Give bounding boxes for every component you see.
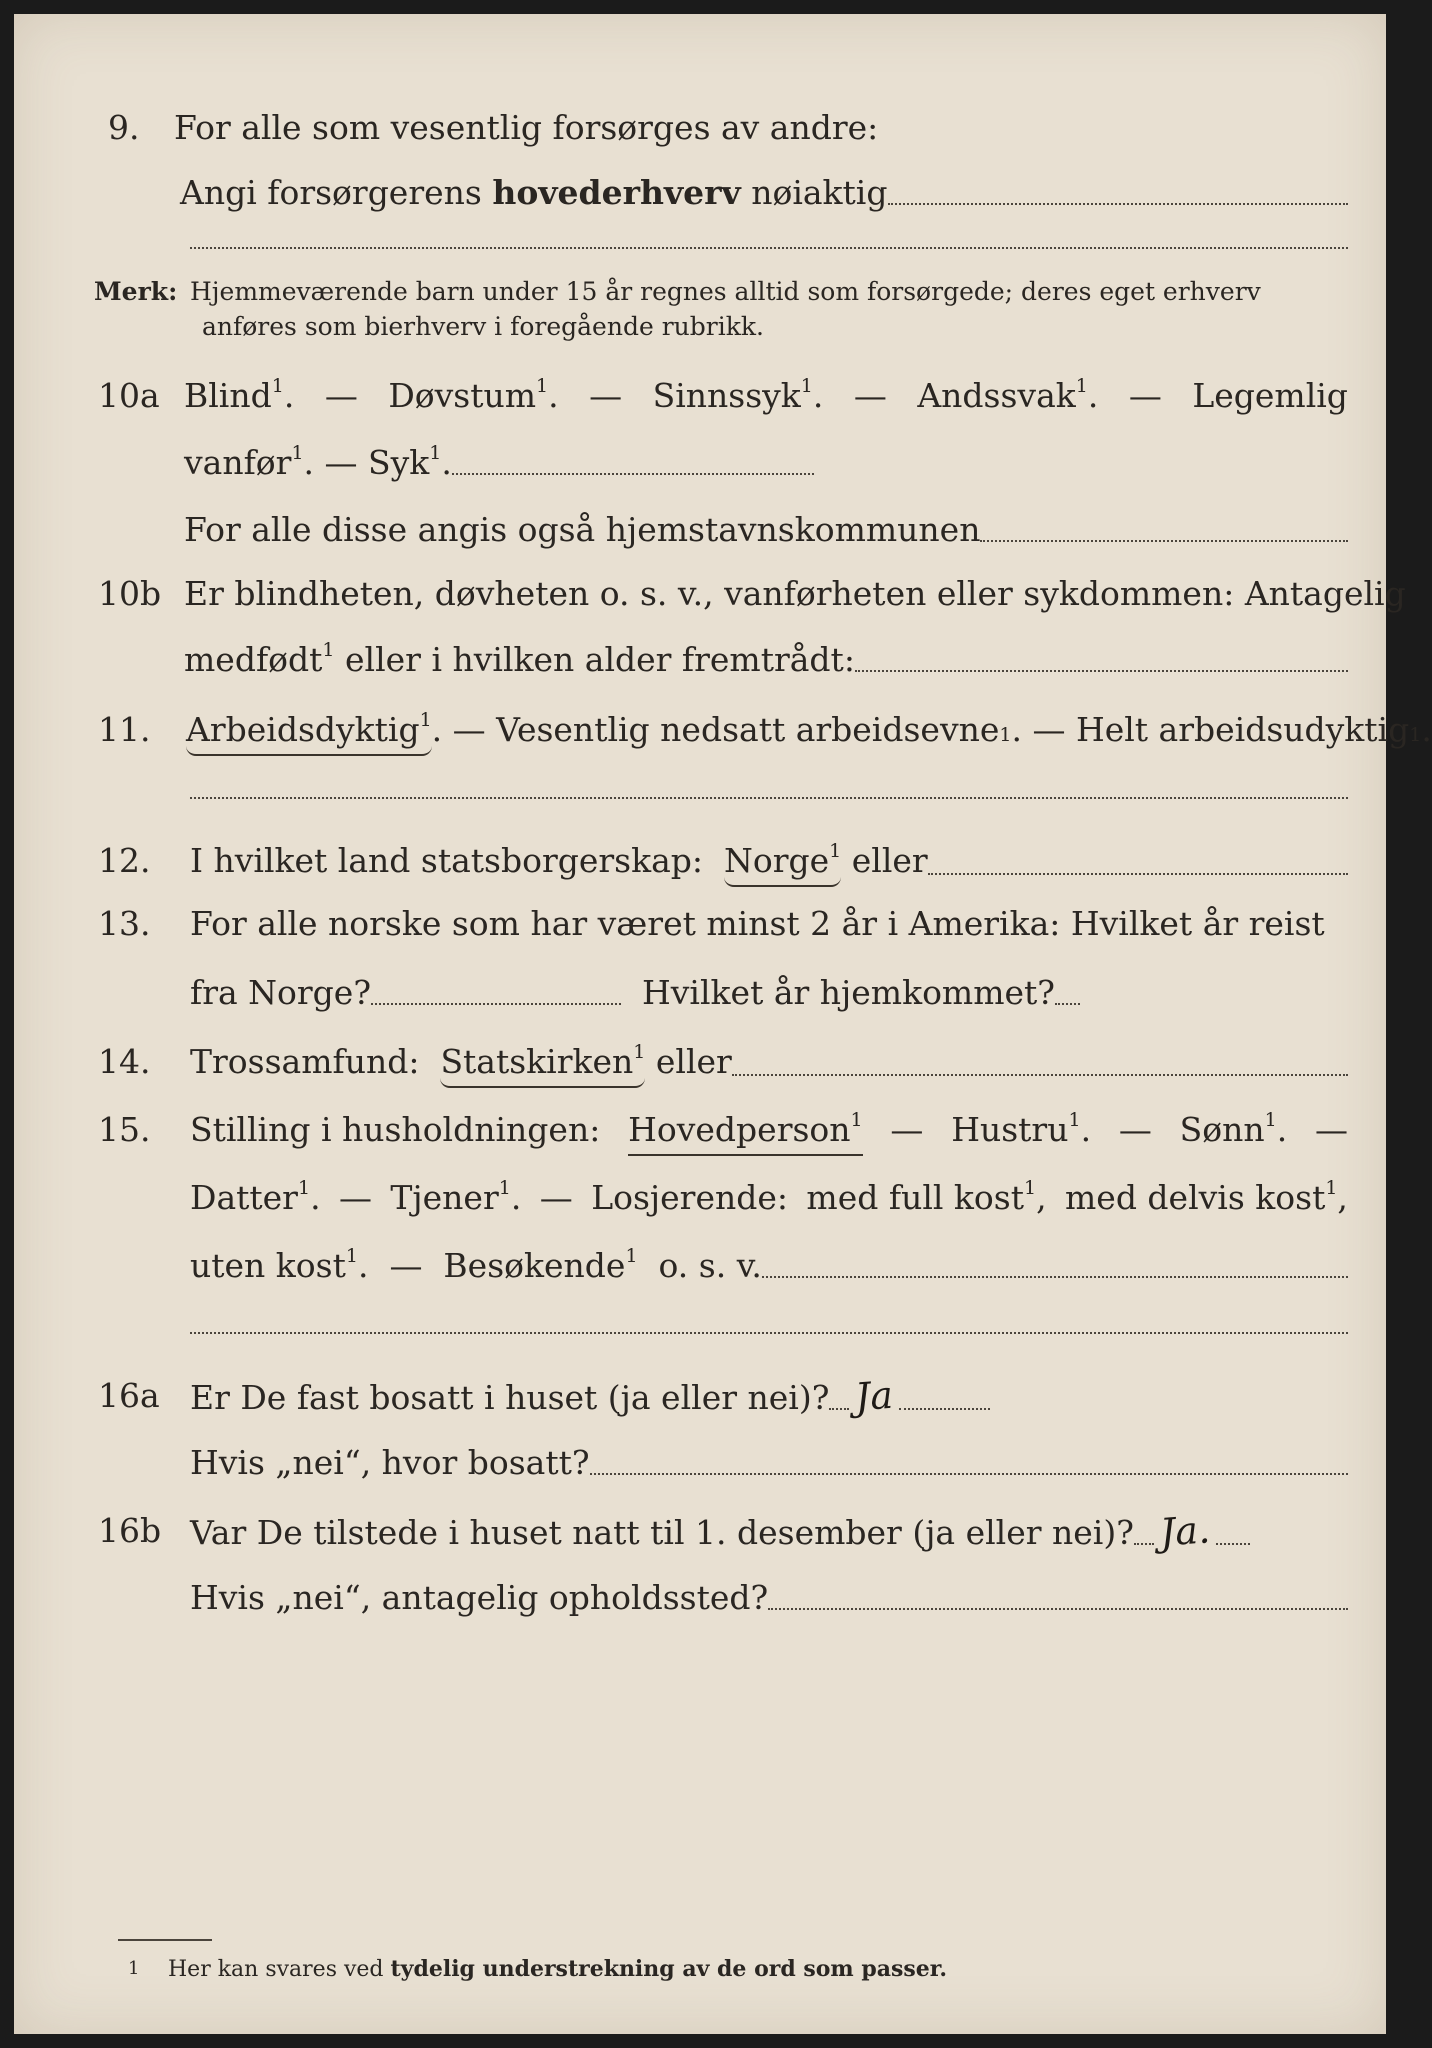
q16a-answer-field[interactable] — [899, 1407, 990, 1410]
option-sonn[interactable]: Sønn$^1$. — [1179, 1109, 1288, 1149]
q12-eller: eller — [851, 841, 928, 880]
q15-row-1 — [14, 1106, 1386, 1154]
q11-number: 11. — [98, 710, 151, 749]
option-legemlig[interactable]: Legemlig — [1192, 376, 1348, 415]
q16b-prompt: Var De tilstede i huset natt til 1. desember (ja eller nei)? — [190, 1513, 1134, 1552]
merk-line-2: anføres som bierhverv i foregående rubrikk. — [202, 312, 764, 341]
q16a-handwritten-answer[interactable]: Ja — [853, 1372, 895, 1420]
dash: — — [338, 1178, 372, 1217]
q15-line-1 — [190, 1106, 1348, 1156]
q9-answer-row — [14, 169, 1386, 217]
q9-number: 9. — [108, 108, 140, 147]
option-sinnssyk[interactable]: Sinnssyk$^1$. — [652, 375, 824, 415]
q16b-answer-field[interactable] — [1216, 1542, 1250, 1545]
option-vanfor[interactable]: vanfør$^1$. — [184, 442, 315, 482]
q10a-options-2 — [184, 439, 814, 487]
q16a-field-lead — [829, 1407, 849, 1410]
dash: — — [589, 376, 623, 415]
footnote-rule — [118, 1939, 212, 1941]
q9-row — [14, 104, 1386, 152]
dash: — — [389, 1246, 423, 1285]
q10a-number: 10a — [98, 376, 160, 415]
merk-text-1 — [190, 274, 1261, 310]
q9-heading — [174, 104, 878, 152]
dash: — — [1118, 1110, 1152, 1149]
q16b-opholdssted-field[interactable] — [768, 1607, 1348, 1610]
q11-row — [14, 706, 1432, 754]
option-arbeidsudyktig[interactable]: . — Helt arbeidsudyktig — [1011, 710, 1410, 749]
q13-reist-field[interactable] — [371, 1002, 621, 1005]
q10b-line-1 — [184, 570, 1406, 618]
q10a-options-1 — [184, 372, 1348, 420]
q16a-prompt: Er De fast bosatt i huset (ja eller nei)? — [190, 1378, 830, 1417]
q9-prompt-b: hovederhverv — [492, 173, 741, 212]
q16a-line-2 — [190, 1439, 1348, 1487]
q12-line — [190, 837, 1348, 887]
q9-answer-field[interactable] — [888, 202, 1349, 205]
q15-line-2 — [190, 1174, 1348, 1222]
q10b-number: 10b — [98, 574, 162, 613]
q10b-prompt-1: Er blindheten, døvheten o. s. v., vanførheten eller sykdommen: Antagelig — [184, 574, 1406, 613]
q11-options: Arbeidsdyktig$^1$ . — Vesentlig nedsatt arbeidsevne 1 . — Helt arbeidsudyktig 1 . — [186, 706, 1432, 756]
q16b-handwritten-answer[interactable]: Ja. — [1158, 1507, 1212, 1555]
q10a-hjemstavn-prompt: For alle disse angis også hjemstavnskommunen — [184, 510, 981, 549]
q16b-line-1 — [190, 1507, 1250, 1557]
q14-number: 14. — [98, 1042, 151, 1081]
q10a-hjemstavn-line — [184, 506, 1348, 554]
q12-row — [14, 837, 1386, 885]
dash: — — [324, 376, 358, 415]
q15-number: 15. — [98, 1110, 151, 1149]
q9-prompt-a: Angi forsørgerens — [180, 173, 482, 212]
q12-prompt: I hvilket land statsborgerskap: — [190, 841, 704, 880]
merk-line-1: Hjemmeværende barn under 15 år regnes alltid som forsørgede; deres eget erhverv — [190, 277, 1261, 306]
option-losjerende[interactable]: Losjerende: — [591, 1178, 788, 1217]
q9-prompt-c: nøiaktig — [751, 173, 888, 212]
q14-row — [14, 1038, 1386, 1086]
q16a-hvor-field[interactable] — [590, 1472, 1348, 1475]
q10b-row-2 — [14, 636, 1386, 684]
option-tjener[interactable]: Tjener$^1$. — [390, 1177, 522, 1217]
option-norge-underlined[interactable]: Norge$^1$ — [724, 837, 841, 887]
q10b-alder-field[interactable] — [855, 669, 1348, 672]
footnote-mark: 1 — [128, 1958, 140, 1979]
dash: — — [890, 1110, 924, 1149]
q12-number: 12. — [98, 841, 151, 880]
q13-line-2 — [190, 969, 1080, 1017]
q10a-row-1 — [14, 372, 1386, 420]
option-andssvak[interactable]: Andssvak$^1$. — [917, 375, 1099, 415]
dash: — — [324, 443, 358, 482]
q14-eller: eller — [655, 1042, 732, 1081]
q16a-row-1 — [14, 1372, 1386, 1420]
merk-label: Merk: — [94, 277, 178, 306]
q13-number: 13. — [98, 904, 151, 943]
q10b-prompt-2: eller i hvilken alder fremtrådt: — [345, 640, 855, 679]
q16b-opholdssted-prompt: Hvis „nei“, antagelig opholdssted? — [190, 1578, 769, 1617]
option-delvis-kost[interactable]: med delvis kost$^1$, — [1065, 1177, 1348, 1217]
q15-osv: o. s. v. — [658, 1246, 762, 1285]
option-dovstum[interactable]: Døvstum$^1$. — [388, 375, 559, 415]
q13-line-1 — [190, 900, 1325, 948]
q13-row-2 — [14, 969, 1386, 1017]
option-arbeidsdyktig-underlined[interactable]: Arbeidsdyktig$^1$ — [186, 706, 432, 756]
q12-land-field[interactable] — [928, 872, 1348, 875]
footnote — [128, 1954, 948, 1985]
q14-prompt: Trossamfund: — [190, 1042, 420, 1081]
census-form-page — [14, 14, 1432, 2034]
q11-answer-field[interactable] — [190, 796, 1348, 799]
q15-line-3 — [190, 1242, 1348, 1290]
option-uten-kost[interactable]: uten kost$^1$. — [190, 1245, 369, 1285]
q16a-row-2 — [14, 1439, 1386, 1487]
option-besokende[interactable]: Besøkende$^1$ — [443, 1245, 638, 1285]
q10b-line-2 — [184, 636, 1348, 684]
dash: — — [1128, 376, 1162, 415]
q13-reist-prompt: fra Norge? — [190, 973, 372, 1012]
q10a-hjemstavn-field[interactable] — [980, 539, 1348, 542]
q16a-hvor-prompt: Hvis „nei“, hvor bosatt? — [190, 1443, 590, 1482]
option-datter[interactable]: Datter$^1$. — [190, 1177, 321, 1217]
q13-row-1 — [14, 900, 1386, 948]
dash: — — [853, 376, 887, 415]
footnote-text-a: Her kan svares ved — [168, 1957, 384, 1982]
q13-hjemkommet-prompt: Hvilket år hjemkommet? — [642, 973, 1055, 1012]
q10a-row-3 — [14, 506, 1386, 554]
q10a-syk-field[interactable] — [452, 472, 814, 475]
q16b-line-2 — [190, 1574, 1348, 1622]
q14-trossamfund-field[interactable] — [732, 1073, 1348, 1076]
option-full-kost[interactable]: med full kost$^1$, — [806, 1177, 1047, 1217]
option-statskirken-underlined[interactable]: Statskirken$^1$ — [440, 1038, 645, 1088]
q10a-row-2 — [14, 439, 1386, 487]
option-hovedperson-underlined[interactable]: Hovedperson$^1$ — [628, 1106, 863, 1156]
option-hustru[interactable]: Hustru$^1$. — [951, 1109, 1092, 1149]
q16b-row-2 — [14, 1574, 1386, 1622]
q16a-number: 16a — [98, 1376, 160, 1415]
dash: — — [539, 1178, 573, 1217]
q15-row-3 — [14, 1242, 1386, 1290]
q10b-row-1 — [14, 570, 1406, 618]
q9-answer-field-2[interactable] — [190, 246, 1348, 249]
option-medfodt[interactable]: medfødt$^1$ — [184, 639, 335, 679]
q9-answer-line — [180, 169, 1348, 217]
q15-answer-field-2[interactable] — [190, 1331, 1348, 1334]
q15-prompt: Stilling i husholdningen: — [190, 1110, 601, 1149]
q16b-field-lead — [1134, 1542, 1154, 1545]
q13-prompt-1: For alle norske som har været minst 2 år i Amerika: Hvilket år reist — [190, 904, 1325, 943]
q13-hjemkommet-field[interactable] — [1055, 1002, 1080, 1005]
merk-text-2 — [202, 309, 764, 345]
merk-row-2 — [14, 309, 1386, 357]
option-syk[interactable]: Syk$^1$. — [368, 442, 452, 482]
q14-line — [190, 1038, 1348, 1088]
q9-heading-text: For alle som vesentlig forsørges av andre: — [174, 108, 879, 147]
q16b-number: 16b — [98, 1511, 162, 1550]
q15-row-2 — [14, 1174, 1386, 1222]
q16a-line-1 — [190, 1372, 990, 1422]
option-nedsatt-arbeidsevne[interactable]: . — Vesentlig nedsatt arbeidsevne — [431, 710, 1000, 749]
q16b-row-1 — [14, 1507, 1386, 1555]
q11-end-dot: . — [1421, 710, 1432, 749]
dash: — — [1314, 1110, 1348, 1149]
footnote-text-b: tydelig understrekning av de ord som passer. — [390, 1956, 948, 1982]
option-blind[interactable]: Blind$^1$. — [184, 375, 295, 415]
q15-stilling-field[interactable] — [762, 1275, 1348, 1278]
